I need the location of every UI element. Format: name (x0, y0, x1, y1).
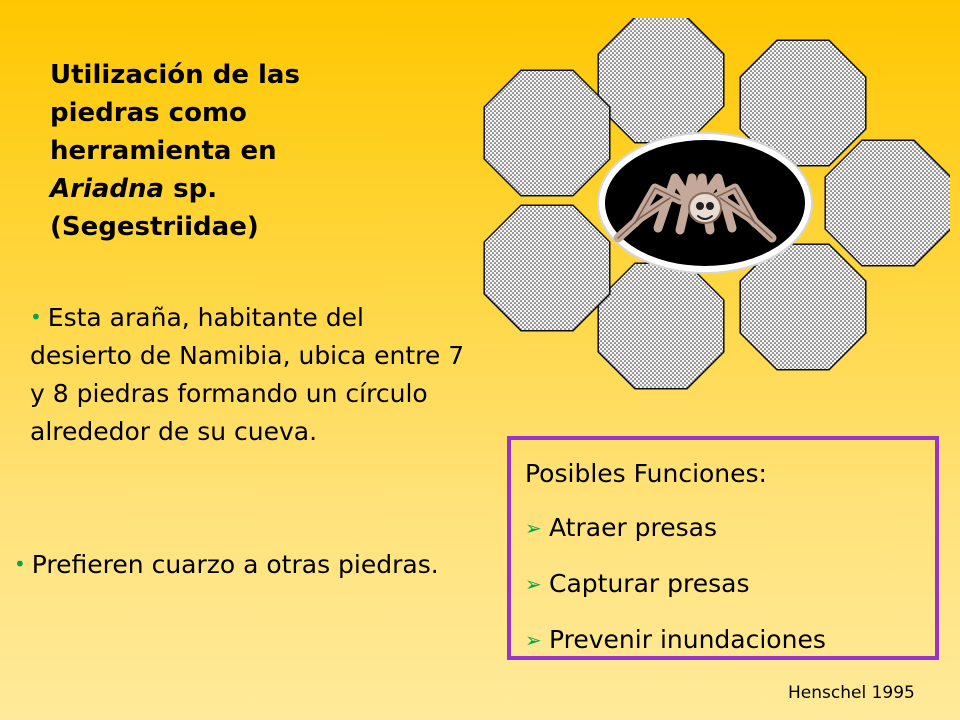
stone (825, 140, 950, 266)
paragraph-quartz-text: Prefieren cuarzo a otras piedras. (31, 550, 439, 579)
stone (484, 70, 610, 196)
function-item-label: Atraer presas (549, 513, 718, 542)
function-item (525, 504, 921, 552)
title-line-2: piedras como (50, 98, 247, 128)
bullet-icon: • (14, 552, 26, 576)
paragraph-quartz (14, 545, 444, 584)
title-genus: Ariadna (50, 174, 165, 204)
function-item-label: Capturar presas (549, 569, 750, 598)
function-item (525, 560, 921, 608)
citation: Henschel 1995 (788, 683, 915, 703)
title-species-suffix: sp. (164, 174, 218, 204)
title-line-1: Utilización de las (50, 60, 300, 90)
slide-title (50, 56, 380, 246)
arrow-bullet-icon: ➢ (525, 516, 542, 540)
arrow-bullet-icon: ➢ (525, 572, 542, 596)
title-line-4 (50, 170, 380, 208)
functions-box (507, 436, 939, 660)
paragraph-habitat-text: Esta araña, habitante del desierto de Namibia, ubica entre 7 y 8 piedras formando un círculo alrededor de su cueva. (30, 303, 465, 446)
title-family: (Segestriidae) (50, 212, 259, 242)
stones-illustration (470, 18, 950, 393)
functions-heading: Posibles Funciones: (525, 459, 767, 488)
function-item-label: Prevenir inundaciones (549, 625, 826, 654)
function-item (525, 616, 921, 664)
stone (598, 18, 724, 143)
title-line-3: herramienta en (50, 136, 277, 166)
paragraph-habitat (30, 298, 470, 451)
stone (598, 263, 724, 389)
bullet-icon: • (30, 305, 42, 329)
arrow-bullet-icon: ➢ (525, 628, 542, 652)
stone (484, 205, 610, 331)
